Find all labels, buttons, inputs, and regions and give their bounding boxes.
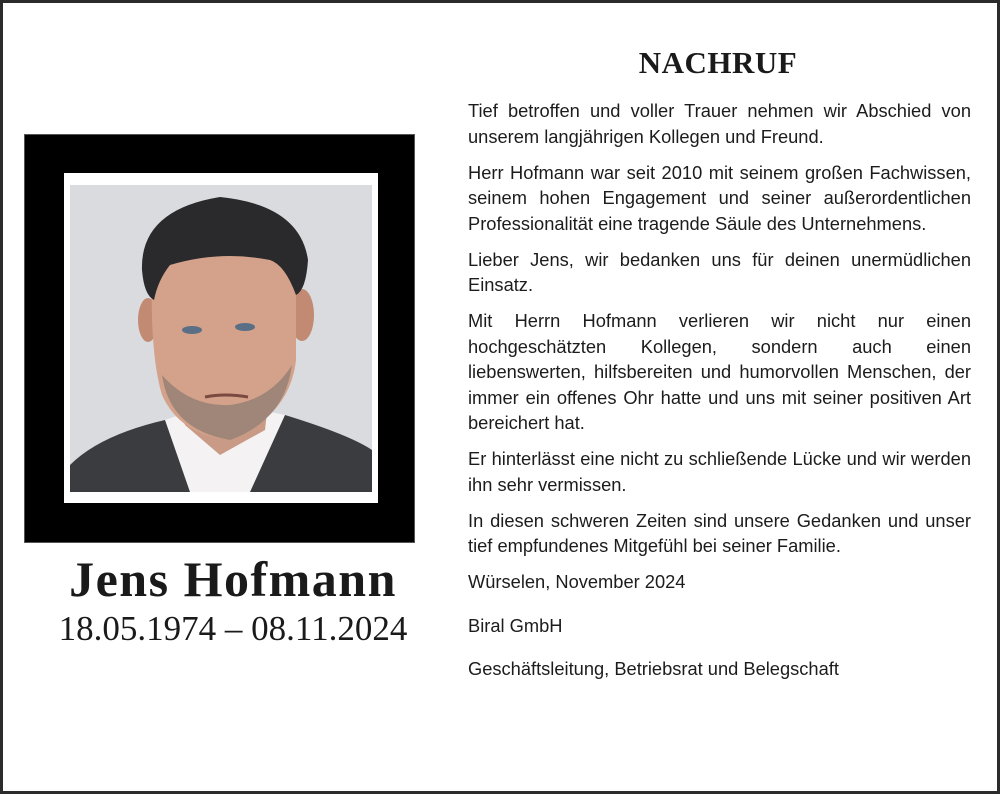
paragraph: Tief betroffen und voller Trauer nehmen wir Abschied von unserem langjährigen Kollegen und Freund. (468, 100, 971, 147)
company-name: Biral GmbH (468, 614, 563, 636)
signatories: Geschäftsleitung, Betriebsrat und Belegschaft (468, 658, 839, 679)
photo-white-mat (64, 173, 378, 503)
paragraph: In diesen schweren Zeiten sind unsere Gedanken und unser tief empfundenes Mitgefühl bei seiner Familie. (468, 509, 971, 556)
paragraph: Herr Hofmann war seit 2010 mit seinem großen Fachwissen, seinem hohen Engagement und seiner außerordentlichen Professionalität eine tragende Säule des Unternehmens. (468, 161, 971, 234)
portrait-photo (70, 185, 372, 492)
deceased-name: Jens Hofmann (69, 551, 397, 607)
photo-black-frame (24, 134, 415, 543)
obituary-text (468, 98, 971, 700)
paragraph: Mit Herrn Hofmann verlieren wir nicht nur einen hochgeschätzten Kollegen, sondern auch einen liebenswerten, hilfsbereiten und humorvollen Menschen, der immer ein offenes Ohr hatte und uns mit seiner positiven Art bereichert hat. (468, 310, 971, 433)
life-dates: 18.05.1974 – 08.11.2024 (58, 609, 408, 648)
paragraph: Er hinterlässt eine nicht zu schließende Lücke und wir werden ihn sehr vermissen. (468, 448, 971, 495)
portrait-illustration (70, 185, 372, 492)
place-date: Würselen, November 2024 (468, 571, 686, 592)
page-title: NACHRUF (638, 45, 798, 80)
paragraph: Lieber Jens, wir bedanken uns für deinen unermüdlichen Einsatz. (468, 248, 971, 295)
